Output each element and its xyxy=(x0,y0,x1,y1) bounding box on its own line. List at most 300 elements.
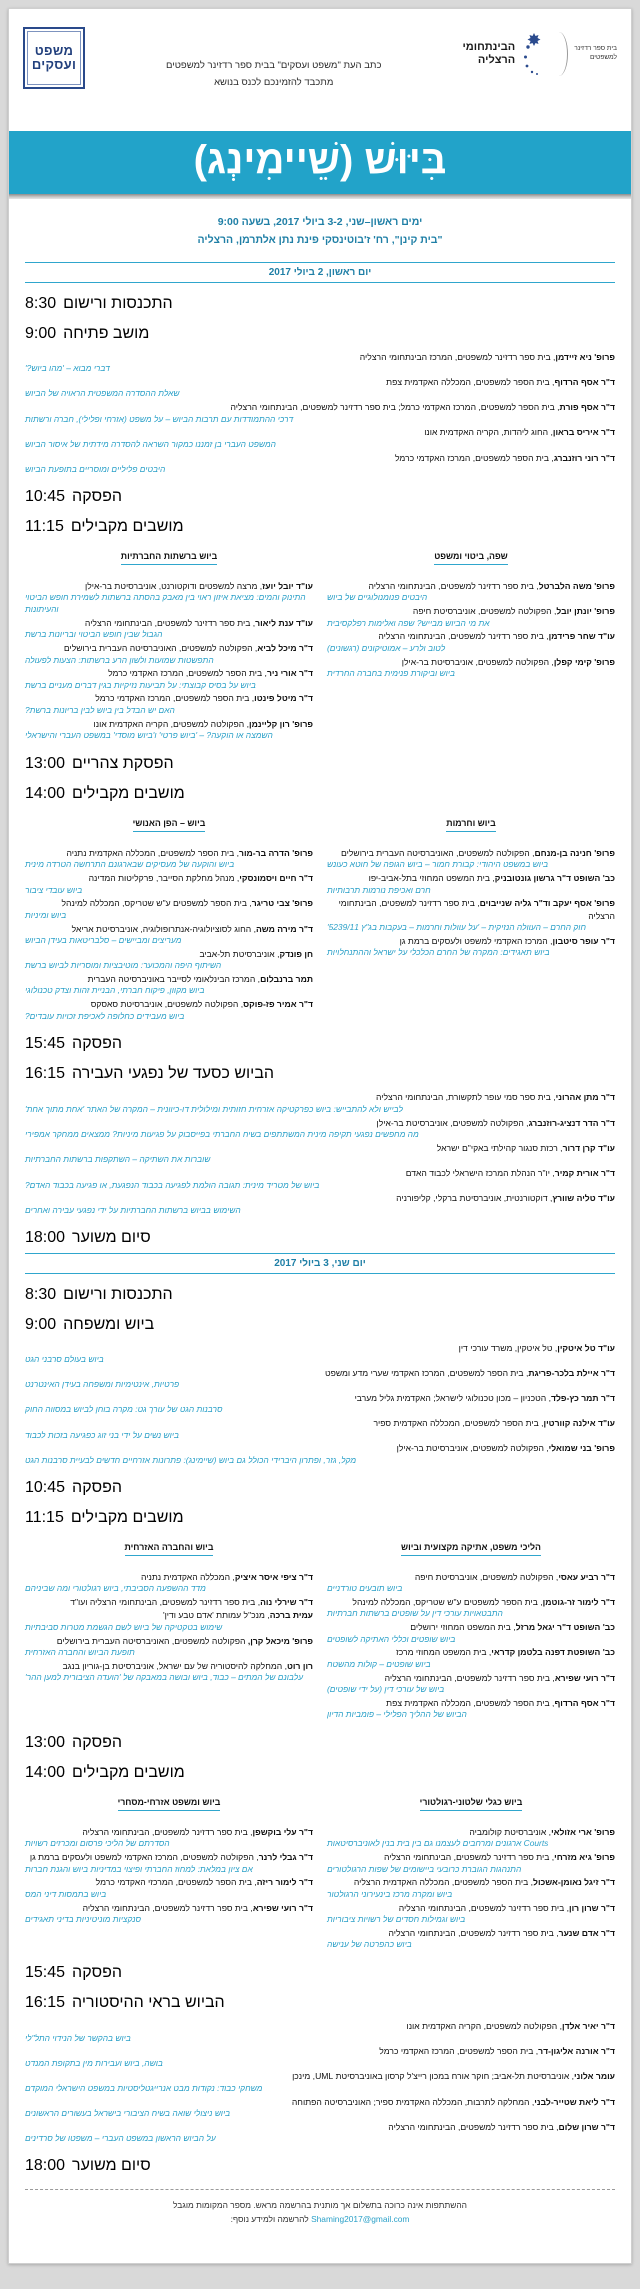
speaker-affiliation: , בית ספר רדזינר למשפטים, הבינתחומי הרצליה xyxy=(338,898,615,921)
speaker-name: פרופ' גיא מזרחי xyxy=(554,1852,615,1863)
speaker-entry xyxy=(25,426,615,450)
speaker-name: ד"ר תמר כץ-פלד xyxy=(550,1392,615,1403)
slot-title: הפסקה xyxy=(72,1733,123,1751)
speaker-name: ד"ר רועי שפירא xyxy=(252,1902,313,1913)
speaker-list xyxy=(25,580,313,742)
speaker-name-affiliation xyxy=(25,1660,313,1672)
slot-title: ביוש ומשפחה xyxy=(63,1315,155,1333)
speaker-entry xyxy=(25,667,313,691)
speaker-affiliation: , בית ספר רדזינר למשפטים, הבינתחומי הרצליה xyxy=(388,1927,559,1938)
speaker-entry xyxy=(25,1635,313,1659)
speaker-name-affiliation xyxy=(25,1091,615,1103)
speaker-affiliation: , בית ספר רדזינר למשפטים, הבינתחומי הרצליה xyxy=(84,617,256,628)
speaker-affiliation: , הפקולטה למשפטים, אוניברסיטת חיפה xyxy=(412,606,557,617)
speaker-name: רון רוט xyxy=(287,1660,313,1671)
speaker-entry xyxy=(327,1851,615,1875)
slot-time: 8:30 xyxy=(25,294,57,312)
slot-header xyxy=(25,488,615,506)
speaker-entry xyxy=(327,897,615,934)
parallel-sessions xyxy=(25,813,615,1024)
speaker-entry xyxy=(327,1672,615,1696)
speaker-name-affiliation xyxy=(327,1826,615,1838)
slot-header xyxy=(25,1286,615,1304)
speaker-name-affiliation xyxy=(327,1927,615,1939)
speaker-list xyxy=(25,1342,615,1467)
schedule-slot xyxy=(25,1229,615,1247)
speaker-affiliation: , בית ספר רדזינר למשפטים, המרכז הבינתחומי הרצליה xyxy=(359,351,556,362)
slot-time: 10:45 xyxy=(25,487,66,505)
speaker-affiliation: , בית המשפט המחוזי מרכז xyxy=(396,1647,492,1658)
speaker-name-affiliation xyxy=(25,1571,313,1583)
session-title: ביוש ומשפט אזרחי-מסחרי xyxy=(118,1797,221,1811)
intro-line-1: כתב העת "משפט ועסקים" בבית ספר רדזינר למשפטים xyxy=(165,60,382,71)
slot-time: 14:00 xyxy=(25,784,66,802)
speaker-name-affiliation xyxy=(327,847,615,859)
speaker-entry xyxy=(25,718,313,742)
speaker-affiliation: , הפקולטה למשפטים, האוניברסיטה העברית בירושלים xyxy=(63,643,258,654)
talk-title: מקל, גזר, ופתרון היברידי הכולל גם ביוש (שיימינג): פתרונות אזרחיים חדשים לבעיית סרבנות הגט xyxy=(25,1454,357,1465)
slot-time: 13:00 xyxy=(25,1733,66,1751)
contact-email[interactable]: Shaming2017@gmail.com xyxy=(311,2214,410,2225)
speaker-entry xyxy=(327,1621,615,1645)
speaker-name-affiliation xyxy=(25,1635,313,1647)
speaker-entry xyxy=(327,1571,615,1595)
idc-name-line2: הרצליה xyxy=(477,54,516,66)
logo-arc xyxy=(553,32,568,76)
speaker-name: ד"ר איריס בראון xyxy=(552,427,615,438)
program-sheet xyxy=(8,8,632,2264)
speaker-entry xyxy=(25,2020,615,2044)
speaker-affiliation: , דוקטורנטית, אוניברסיטת ברקלי, קליפורניה xyxy=(396,1193,553,1204)
slot-time: 9:00 xyxy=(25,1315,57,1333)
slot-header xyxy=(25,755,615,773)
speaker-name-affiliation xyxy=(25,617,313,629)
speaker-affiliation: , הפקולטה למשפטים, הקריה האקדמית אונו xyxy=(93,718,250,729)
speaker-name: ד"ר שרון רון xyxy=(569,1902,615,1913)
speaker-affiliation: , בית הספר למשפטים, המרכז האקדמי כרמל xyxy=(95,693,255,704)
session-column xyxy=(25,546,313,743)
schedule-slot xyxy=(25,2157,615,2175)
speaker-entry xyxy=(25,998,313,1022)
parallel-sessions xyxy=(25,546,615,743)
footer-note: ההשתתפות אינה כרוכה בתשלום אך מותנית בהרשמה מראש. מספר המקומות מוגבל xyxy=(173,2200,467,2211)
speaker-affiliation: , בית הספר למשפטים, המכללה האקדמית נתניה xyxy=(66,847,240,858)
speaker-name-affiliation xyxy=(25,1609,313,1621)
journal-logo-line2: ועסקים xyxy=(31,57,77,72)
talk-title: השמצה או הוקעה? – 'ביוש פרטי' ו'ביוש מוסדי' במשפט העברי והישראלי xyxy=(25,730,273,741)
speaker-entry xyxy=(327,1876,615,1900)
speaker-affiliation: , המרכז הבינלאומי לסייבר באוניברסיטה העברית xyxy=(87,974,261,985)
speaker-name: ד"ר יאיר אלדן xyxy=(561,2021,615,2032)
slot-time: 18:00 xyxy=(25,1228,66,1246)
speaker-name: ד"ר רוני רוזנברג xyxy=(553,452,615,463)
speaker-name-affiliation xyxy=(327,897,615,922)
session-title-wrap xyxy=(25,813,313,839)
speaker-name-affiliation xyxy=(25,1596,313,1608)
talk-title: לבייש ולא להתבייש: ביוש כפרקטיקה אזרחית חזותית ומילולית דו-כיוונית – המקרה של האתר 'אחת מתוך אחת' xyxy=(25,1103,403,1114)
speaker-entry xyxy=(327,1596,615,1620)
slot-title: מושבים מקבילים xyxy=(72,784,185,802)
talk-title: ביוש של עורכי דין (על ידי שופטים) xyxy=(327,1683,445,1694)
speaker-name-affiliation xyxy=(25,1417,615,1429)
speaker-name: ד"ר אסף הרדוף xyxy=(554,1697,615,1708)
session-title: ביוש וחרמות xyxy=(446,818,495,832)
speaker-affiliation: הפקולטה למשפטים, האוניברסיטה העברית בירושלים xyxy=(56,1635,248,1646)
speaker-entry xyxy=(25,1876,313,1900)
slot-time: 13:00 xyxy=(25,754,66,772)
speaker-name: ד"ר עלי בוקשפן xyxy=(252,1826,313,1837)
title-band xyxy=(9,131,631,194)
talk-title: התינוק והמים: מציאת איזון ראוי בין מאבק בהסתה ברשתות לשמירת חופש הביטוי והעיתונות xyxy=(25,592,306,615)
speaker-entry xyxy=(25,1367,615,1391)
speaker-name: ד"ר אדם שנער xyxy=(558,1927,615,1938)
speaker-name: ד"ר רביע עאסי xyxy=(558,1571,615,1582)
slot-title: מושבים מקבילים xyxy=(70,1508,184,1526)
talk-title: ביוש והוקעה של מעסיקים שבארגונם התרחשה הטרדה מינית xyxy=(25,859,235,870)
speaker-affiliation: , בית המשפט המחוזי ירושלים xyxy=(410,1622,516,1633)
slot-time: 10:45 xyxy=(25,1478,66,1496)
speaker-name-affiliation xyxy=(25,452,615,464)
speaker-name-affiliation xyxy=(25,1826,313,1838)
talk-title: מה מחפשים נפגעי תקיפה מינית המשתתפים בשיח החברתי בפייסבוק על פגיעות מיניות? ממצאים ממחקר אמפירי xyxy=(25,1129,419,1140)
talk-title: האם יש הבדל בין ביוש לבין בריונות ברשת? xyxy=(25,704,175,715)
speaker-entry xyxy=(25,2070,615,2094)
slot-header xyxy=(25,1316,615,1334)
slot-title: התכנסות ורישום xyxy=(63,294,173,312)
speaker-name-affiliation xyxy=(25,376,615,388)
talk-title: ביוש מעבידים כחלופה לאכיפת זכויות עובדים? xyxy=(25,1010,185,1021)
schedule-slot xyxy=(25,785,615,1024)
speaker-name: ד"ר שירלי נוה xyxy=(260,1596,313,1607)
schedule-slot xyxy=(25,1994,615,2145)
speaker-affiliation: , הפקולטה למשפטים, אוניברסיטת בר-אילן xyxy=(376,1117,529,1128)
speaker-name: פרופ' מיכאל קרן, xyxy=(247,1635,313,1646)
journal-logo xyxy=(23,27,85,89)
talk-title: ביוש על בסיס קבוצתי: על תביעות נזיקיות בגין דברים מעניים ברשת xyxy=(25,679,256,690)
talk-title: ביוש שופטים – קולות מהשטח xyxy=(327,1658,431,1669)
speaker-name: ד"ר מירה משה xyxy=(255,923,313,934)
talk-title: על הביוש הראשון במשפט העברי – משפטו של סרדינים xyxy=(25,2133,216,2144)
speaker-entry xyxy=(327,1826,615,1850)
idc-logo-sub xyxy=(574,45,617,62)
speaker-name-affiliation xyxy=(25,1902,313,1914)
schedule-slot xyxy=(25,1286,615,1304)
event-venue: "בית קינן", רח' ז'בוטינסקי פינת נתן אלתרמן, הרצליה xyxy=(197,234,443,247)
speaker-entry xyxy=(25,2121,615,2145)
speaker-affiliation: , בית הספר למשפטים, המרכזי האקדמי כרמל xyxy=(95,1877,257,1888)
speaker-entry xyxy=(25,948,313,972)
speaker-affiliation: , הפקולטה למשפטים, אוניברסיטת בר-אילן xyxy=(396,1443,549,1454)
speaker-affiliation: , הטכניון – מכון טכנולוגי לישראל; האקדמית גליל מערבי xyxy=(354,1392,551,1403)
idc-logo-name xyxy=(462,41,515,66)
session-column xyxy=(25,813,313,1024)
speaker-affiliation: , בית המשפט המחוזי בתל-אביב-יפו xyxy=(368,873,495,884)
speaker-name: ד"ר רועי שפירא xyxy=(554,1672,615,1683)
day-header: יום שני, 3 ביולי 2017 xyxy=(25,1253,615,1274)
footer-divider xyxy=(25,2189,615,2190)
talk-title: תופעת הביוש והחברה האזרחית xyxy=(25,1646,135,1657)
speaker-list xyxy=(327,580,615,680)
slot-time: 11:15 xyxy=(25,517,64,535)
stars-icon xyxy=(521,31,547,77)
speaker-entry xyxy=(25,1851,313,1875)
session-title-wrap xyxy=(327,1537,615,1563)
idc-name-line1: הבינתחומי xyxy=(462,41,516,54)
speaker-affiliation: , יו"ר הנהלת המרכז הישראלי לכבוד האדם xyxy=(405,1168,555,1179)
speaker-name-affiliation xyxy=(25,426,615,438)
speaker-entry xyxy=(25,376,615,400)
speaker-entry xyxy=(25,452,615,476)
talk-title: ביוש מקוון, פיקוח חברתי, הבניית זהות וצדק טכנולוגי xyxy=(25,985,205,996)
speaker-name-affiliation xyxy=(25,642,313,654)
talk-title: ביוש נשים על ידי בני זוג כפגיעה בזכות לכבוד xyxy=(25,1429,179,1440)
speaker-entry xyxy=(25,692,313,716)
header-intro xyxy=(85,21,462,94)
session-title: ביוש כגלי שלטוני-רגולטורי xyxy=(420,1797,523,1811)
slot-header xyxy=(25,785,615,803)
speaker-entry xyxy=(327,656,615,680)
session-title: ביוש והחברה האזרחית xyxy=(125,1542,214,1556)
talk-title: ביוש ניצולי שואה בשיח הציבורי בישראל בעשורים הראשונים xyxy=(25,2108,231,2119)
speaker-name-affiliation xyxy=(327,1697,615,1709)
speaker-affiliation: , בית ספר רדזינר למשפטים, הבינתחומי הרצליה xyxy=(378,631,549,642)
speaker-name-affiliation xyxy=(25,667,313,679)
speaker-name: עו"ד יובל יועז xyxy=(262,580,313,591)
schedule-slot xyxy=(25,1316,615,1467)
speaker-name-affiliation xyxy=(327,1596,615,1608)
parallel-sessions xyxy=(25,1537,615,1722)
talk-title: מעריצים ומביישים – סלבריטאות בעידן הביוש xyxy=(25,935,182,946)
slot-title: הביוש כסעד של נפגעי העבירה xyxy=(72,1065,275,1083)
speaker-list xyxy=(25,1826,313,1926)
talk-title: ביוש וביקורת פנימית בחברה החרדית xyxy=(327,667,455,678)
talk-title: ביוש ומקרה מרכז בינעירוני הרגולטור xyxy=(327,1888,453,1899)
speaker-name: ד"ר אמיר פז-פוקס xyxy=(243,999,313,1010)
speaker-affiliation: , בית ספר רדזינר למשפטים, הבינתחומי הרצליה xyxy=(82,1902,253,1913)
speaker-name-affiliation xyxy=(25,1876,313,1888)
talk-title: ביוש במשפט היהודי: קבורת חמור – ביוש הגופה של חוטא כעונש xyxy=(327,859,549,870)
speaker-affiliation: , הפקולטה למשפטים, אוניברסיטת בר-אילן xyxy=(401,656,554,667)
talk-title: ביוש בעולם סרבני הגט xyxy=(25,1354,104,1364)
speaker-affiliation: , בית הספר למשפטים, המכללה האקדמית צפת xyxy=(386,376,555,387)
session-column xyxy=(327,1792,615,1952)
slot-time: 15:45 xyxy=(25,1964,66,1982)
session-title: ביוש ברשתות החברתיות xyxy=(121,551,217,565)
talk-title: ביוש ומיניות xyxy=(25,909,67,920)
speaker-affiliation: , בית ספר רדזינר למשפטים, הבינתחומי הרצליה ועו"ד xyxy=(70,1596,261,1607)
speaker-name-affiliation xyxy=(25,2096,615,2108)
schedule-slot xyxy=(25,755,615,773)
speaker-name-affiliation xyxy=(25,1167,615,1179)
speaker-affiliation: , בית הספר למשפטים, המרכז האקדמי כרמל; בית ספר רדזינר למשפטים, הבינתחומי הרצליה xyxy=(230,402,560,413)
speaker-name: ד"ר הדר דנציג-רוזנברג xyxy=(528,1117,615,1128)
schedule-slot xyxy=(25,1509,615,1722)
speaker-entry xyxy=(327,872,615,896)
speaker-name: ד"ר חיים ויסמונסקי xyxy=(239,873,313,884)
schedule-slot xyxy=(25,1479,615,1497)
speaker-name-affiliation xyxy=(25,1442,615,1454)
speaker-name: עו"ד טליה שוורץ xyxy=(552,1193,615,1204)
speaker-name: ד"ר גבלי לרנר xyxy=(258,1852,313,1863)
speaker-affiliation: , בית ספר רדזינר למשפטים, הבינתחומי הרצליה xyxy=(383,1852,555,1863)
speaker-entry xyxy=(25,1392,615,1416)
speaker-entry xyxy=(25,1091,615,1115)
speaker-affiliation: , המחלקה להיסטוריה של עם ישראל, אוניברסיטת בן-גוריון בנגב xyxy=(62,1660,288,1671)
talk-title: היבטים פליליים ומוסריים בתופעת הביוש xyxy=(25,464,166,475)
talk-title: היבטים פנומנולוגיים של ביוש xyxy=(327,592,428,603)
speaker-affiliation: , בית הספר למשפטים ע"ש שטריקס, המכללה למינהל xyxy=(352,1596,543,1607)
speaker-entry xyxy=(25,1117,615,1141)
speaker-list xyxy=(25,2020,615,2145)
intro-line-2: מתכבד להזמינכם לכנס בנושא xyxy=(214,77,334,89)
speaker-entry xyxy=(327,580,615,604)
speaker-affiliation: , מרצה למשפטים ודוקטורנט, אוניברסיטת בר-אילן xyxy=(85,580,263,591)
speaker-affiliation: , אוניברסיטת קולומביה xyxy=(469,1826,552,1837)
speaker-name: פרופ' קימי קפלן xyxy=(553,656,615,667)
slot-title: מושבים מקבילים xyxy=(72,1763,185,1781)
speaker-name: חן פונדק xyxy=(279,948,313,959)
speaker-name: ד"ר ציפי איסר איציק xyxy=(234,1571,313,1582)
speaker-name: ד"ר מיטל פינטו xyxy=(254,693,313,704)
speaker-name: פרופ' צבי טריגר xyxy=(251,898,313,909)
speaker-name: פרופ' בני שמואלי xyxy=(548,1443,615,1454)
talk-title: הסדרתם של הליכי פרסום ומכרזים רשויות xyxy=(25,1838,170,1849)
schedule-slot xyxy=(25,518,615,743)
speaker-name-affiliation xyxy=(327,935,615,947)
talk-title: פרטיות, אינטימיות ומשפחה בעידן האינטרנט xyxy=(25,1379,180,1390)
speaker-entry xyxy=(327,1902,615,1926)
speaker-entry xyxy=(25,872,313,896)
speaker-affiliation: , המחלקה לתרבות, המכללה האקדמית ספיר; האוניברסיטה הפתוחה xyxy=(291,2096,535,2107)
slot-header xyxy=(25,1065,615,1083)
talk-title: ביוש בתמסות דיני המס xyxy=(25,1888,107,1899)
speaker-name: פרופ' אסף יעקב וד"ר גליה שנייבוים xyxy=(479,898,615,909)
session-column xyxy=(25,1537,313,1722)
talk-title: ביוש עובדי ציבור xyxy=(25,884,83,895)
speaker-name: פרופ' ניא זיידמן xyxy=(555,351,615,362)
speaker-name-affiliation xyxy=(327,656,615,668)
speaker-name-affiliation xyxy=(327,872,615,884)
slot-title: הפסקה xyxy=(72,1478,123,1496)
talk-title: ביוש שופטים וכללי האתיקה לשופטים xyxy=(327,1633,456,1644)
speaker-affiliation: , בית הספר למשפטים ע"ש שטריקס, המכללה למינהל xyxy=(61,898,252,909)
event-dates: ימים ראשון–שני, 3-2 ביולי 2017, בשעה 9:00 xyxy=(217,216,423,228)
speaker-name: ד"ר אורנה אליגון-דר xyxy=(538,2046,615,2057)
speaker-name-affiliation xyxy=(25,580,313,592)
speaker-affiliation: , מנכ"ל עמותת 'אדם טבע ודין' xyxy=(162,1610,270,1621)
speaker-list xyxy=(327,847,615,959)
talk-title: בושה, ביוש ועבירות מין בתקופת המנדט xyxy=(25,2057,163,2068)
speaker-name: ד"ר לימור ריזה xyxy=(256,1877,313,1888)
speaker-entry xyxy=(327,605,615,629)
speaker-name-affiliation xyxy=(327,1851,615,1863)
schedule-slot xyxy=(25,295,615,313)
speaker-entry xyxy=(327,1927,615,1951)
slot-title: הביוש בראי ההיסטוריה xyxy=(72,1994,225,2012)
speaker-entry xyxy=(25,401,615,425)
speaker-entry xyxy=(327,630,615,654)
talk-title: ביוש בהקשר של הנידוי התל"לי xyxy=(25,2032,131,2043)
slot-time: 9:00 xyxy=(25,324,57,342)
slot-title: סיום משוער xyxy=(72,2157,151,2175)
talk-title: חוק החרם – העוולה הנזיקית – 'על עוולות וחרמות – בעקבות בג"ץ 5239/11' xyxy=(327,922,586,933)
speaker-name-affiliation xyxy=(327,1646,615,1658)
slot-time: 16:15 xyxy=(25,1994,66,2012)
speaker-list xyxy=(327,1571,615,1721)
speaker-entry xyxy=(25,1142,615,1166)
session-title-wrap xyxy=(327,546,615,572)
speaker-affiliation: , הפקולטה למשפטים, המרכז האקדמי למשפט ולעסקים ברמת גן xyxy=(29,1852,259,1863)
speaker-affiliation: , החוג לסוציולוגיה-אנתרופולוגיה, אוניברסיטת אריאל xyxy=(71,923,256,934)
speaker-name: פרופ' רון קליינמן xyxy=(249,718,313,729)
slot-header xyxy=(25,1035,615,1053)
speaker-name: ד"ר אורית קמיר xyxy=(554,1168,615,1179)
speaker-entry xyxy=(25,923,313,947)
speaker-entry xyxy=(25,642,313,666)
slot-time: 15:45 xyxy=(25,1035,66,1053)
journal-logo-line1: משפט xyxy=(34,43,74,59)
schedule-slot xyxy=(25,1734,615,1752)
session-title-wrap xyxy=(25,1792,313,1818)
speaker-affiliation: , בית ספר סמי עופר לתקשורת, הבינתחומי הרצליה xyxy=(376,1092,556,1103)
talk-title: הגבול שבין חופש הביטוי ובריונות ברשת xyxy=(25,629,163,640)
speaker-entry xyxy=(25,1442,615,1466)
talk-title: ביוש כהפרטה של ענישה xyxy=(327,1939,412,1950)
speaker-name-affiliation xyxy=(327,630,615,642)
slot-time: 11:15 xyxy=(25,1508,64,1526)
speaker-name-affiliation xyxy=(25,1142,615,1154)
days-container xyxy=(25,262,615,2175)
speaker-name-affiliation xyxy=(25,2045,615,2057)
speaker-name-affiliation xyxy=(327,1902,615,1914)
speaker-name: כב' השופט ד"ר יגאל מרזל xyxy=(515,1622,615,1633)
footer-register-label: להרשמה ולמידע נוסף: xyxy=(230,2214,309,2225)
talk-title: התבטאויות עורכי דין על שופטים ברשתות חברתיות xyxy=(327,1608,503,1619)
slot-title: מושב פתיחה xyxy=(63,324,150,342)
idc-logo xyxy=(462,31,617,77)
talk-title: הביוש של ההליך הפלילי – פומביות הדיון xyxy=(327,1709,467,1720)
speaker-name: ד"ר זיגל נאומן-אשכול xyxy=(533,1877,615,1888)
talk-title: סרבנות הגט של עורך גט: מקרה בוחן לביוש במסווה החוק xyxy=(25,1404,223,1415)
slot-header xyxy=(25,1964,615,1982)
talk-title: אם ציון במלאת: למחוז החברתי ופיצוי במדיניות ביוש והגנת חברות xyxy=(25,1863,253,1874)
speaker-name: תמר ברנבלום xyxy=(260,974,313,985)
speaker-name-affiliation xyxy=(25,401,615,413)
speaker-affiliation: , המכללה האקדמית נתניה xyxy=(140,1571,235,1582)
session-title-wrap xyxy=(25,1537,313,1563)
event-when-where xyxy=(25,213,615,250)
speaker-name: ד"ר אסף הרדוף xyxy=(554,376,615,387)
speaker-name-affiliation xyxy=(25,897,313,909)
speaker-affiliation: , הפקולטה למשפטים, אוניברסיטת חיפה xyxy=(414,1571,559,1582)
schedule-slot xyxy=(25,1035,615,1053)
speaker-entry xyxy=(25,1342,615,1366)
speaker-affiliation: , רכזת סנגור קהילתי באקי"ם ישראל xyxy=(436,1142,563,1153)
slot-header xyxy=(25,1764,615,1782)
speaker-name-affiliation xyxy=(25,2121,615,2133)
session-title-wrap xyxy=(327,1792,615,1818)
talk-title: מדד ההשפעה הסביבתי, ביוש רגולטורי ומה שביניהם xyxy=(25,1583,206,1594)
speaker-entry xyxy=(25,1660,313,1684)
speaker-entry xyxy=(25,580,313,616)
speaker-entry xyxy=(25,1417,615,1441)
speaker-affiliation: , המרכז האקדמי למשפט ולעסקים ברמת גן xyxy=(399,936,553,947)
talk-title: Courts ארגונים ומרחבים לעצמנו גם בין בית בנין לאוניברסיטאות xyxy=(327,1838,549,1849)
speaker-name-affiliation xyxy=(25,692,313,704)
speaker-name-affiliation xyxy=(25,1342,615,1354)
speaker-list xyxy=(25,351,615,476)
speaker-name: ד"ר אסף פורת xyxy=(559,402,615,413)
